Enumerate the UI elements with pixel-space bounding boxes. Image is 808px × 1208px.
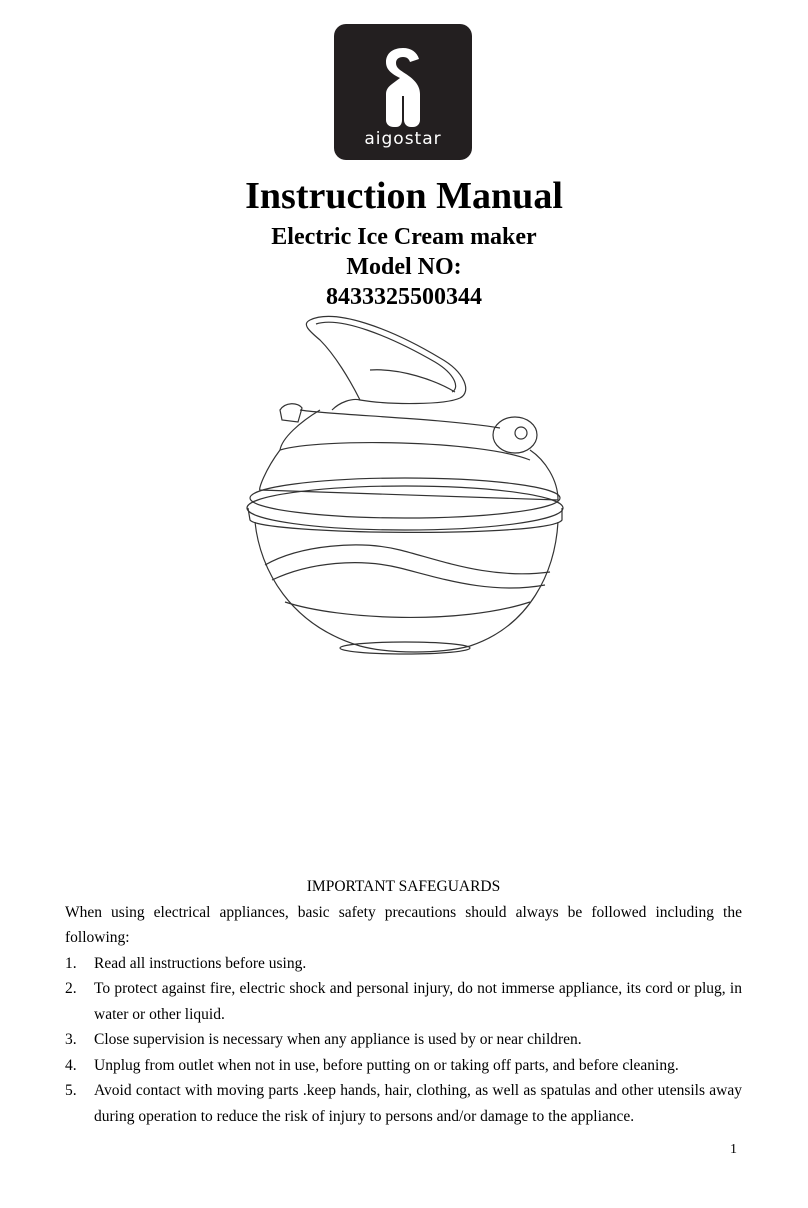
page-title: Instruction Manual: [245, 175, 563, 217]
list-item: [65, 951, 742, 977]
list-item-number: 2.: [65, 980, 77, 997]
list-item-number: 3.: [65, 1031, 77, 1048]
list-item-text: Read all instructions before using.: [94, 954, 307, 972]
list-item: [65, 1027, 742, 1053]
list-item-text: To protect against fire, electric shock and personal injury, do not immerse appliance, its cord or plug, in water or other liquid.: [94, 980, 742, 1023]
aigostar-logo: [334, 24, 472, 160]
ice-cream-maker-drawing: [240, 310, 570, 655]
model-number: 8433325500344: [326, 284, 482, 310]
safeguards-list: [65, 951, 742, 1130]
page-number: 1: [730, 1142, 737, 1157]
product-name: Electric Ice Cream maker: [271, 224, 537, 250]
safeguards-heading: IMPORTANT SAFEGUARDS: [306, 878, 501, 895]
logo-wordmark: aigostar: [364, 129, 442, 149]
list-item-text: Avoid contact with moving parts .keep hands, hair, clothing, as well as spatulas and other utensils away during operation to reduce the risk of injury to persons and/or damage to the appliance.: [94, 1082, 742, 1125]
list-item-number: 1.: [65, 954, 77, 972]
list-item: [65, 1078, 742, 1129]
safeguards-section: [65, 874, 742, 1129]
model-label: Model NO:: [346, 254, 462, 280]
list-item: [65, 1053, 742, 1079]
safeguards-intro: When using electrical appliances, basic safety precautions should always be followed including the following:: [65, 903, 742, 946]
list-item: [65, 976, 742, 1027]
list-item-text: Unplug from outlet when not in use, before putting on or taking off parts, and before cleaning.: [94, 1056, 679, 1074]
list-item-number: 4.: [65, 1056, 77, 1074]
list-item-number: 5.: [65, 1082, 77, 1099]
list-item-text: Close supervision is necessary when any appliance is used by or near children.: [94, 1031, 582, 1048]
